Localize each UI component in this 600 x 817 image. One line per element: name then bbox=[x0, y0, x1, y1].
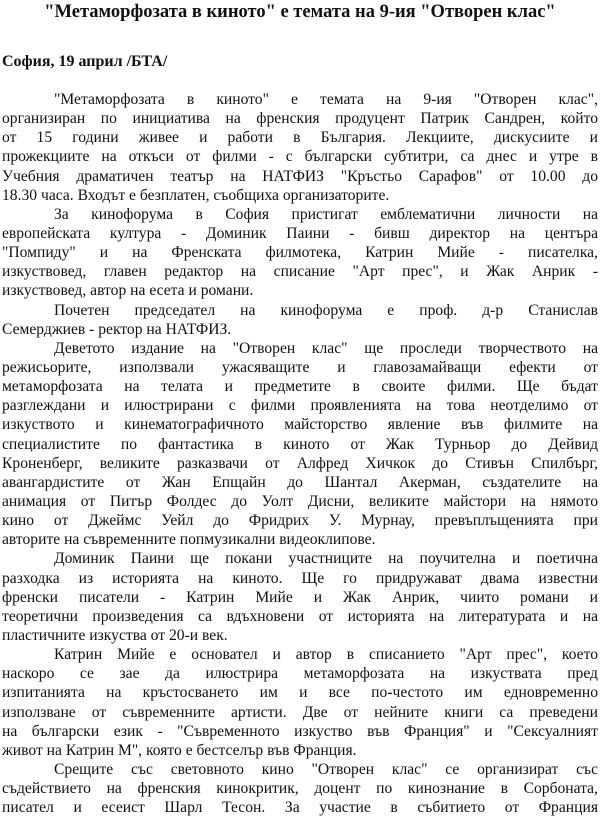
paragraph-line: на български език - "Съвременното изкуство във Франция" и "Сексуалният bbox=[2, 722, 598, 740]
paragraph bbox=[2, 645, 598, 760]
paragraph-line: наскоро се зае да илюстрира метаморфозата на изкуствата пред bbox=[2, 665, 598, 683]
paragraph bbox=[2, 301, 598, 339]
paragraph-line: Кроненберг, великите разказвачи от Алфред Хичкок до Стивън Спилбърг, bbox=[2, 454, 598, 472]
article-body bbox=[2, 90, 598, 817]
dateline: София, 19 април /БТА/ bbox=[2, 53, 168, 70]
paragraph-line: от 15 години живее и работи в България. Лекциите, дискусиите и bbox=[2, 129, 598, 147]
paragraph-line: анимация от Питър Фолдес до Уолт Дисни, великите майстори на нямото bbox=[2, 492, 598, 510]
paragraph-line: живот на Катрин М", която е бестселър във Франция. bbox=[2, 741, 357, 759]
paragraph-line: прожекциите на откъси от филми - с български субтитри, са днес и утре в bbox=[2, 148, 598, 166]
paragraph-line: Доминик Паини ще покани участниците на поучителна и поетична bbox=[54, 550, 598, 568]
paragraph-line: авторите на съвременните попмузикални видеоклипове. bbox=[2, 531, 376, 549]
paragraph-line: европейската култура - Доминик Паини - бивш директор на центъра bbox=[2, 224, 598, 242]
paragraph bbox=[2, 90, 598, 205]
paragraph-line: метаморфозата на телата и предметите в своите филми. Ще бъдат bbox=[2, 378, 598, 396]
paragraph-line: специалистите по фантастика в киното от Жак Турньор до Дейвид bbox=[2, 435, 598, 453]
paragraph-line: Почетен председател на кинофорума е проф. д-р Станислав bbox=[54, 301, 598, 319]
paragraph-line: Катрин Мийе е основател и автор в списанието "Арт прес", което bbox=[54, 646, 598, 664]
paragraph-line: пластичните изкуства от 20-и век. bbox=[2, 626, 228, 644]
paragraph-line: разходка из историята на киното. Ще го придружават двама известни bbox=[2, 569, 598, 587]
paragraph-line: За кинофорума в София пристигат емблематични личности на bbox=[54, 205, 598, 223]
paragraph-line: Учебния драматичен театър на НАТФИЗ "Кръстьо Сарафов" от 10.00 до bbox=[2, 167, 598, 185]
paragraph-line: Семерджиев - ректор на НАТФИЗ. bbox=[2, 320, 232, 338]
paragraph-line: изкуствовед, главен редактор на списание "Арт прес", и Жак Анрик - bbox=[2, 263, 598, 281]
paragraph bbox=[2, 549, 598, 645]
paragraph-line: изпитанията на кръстосването им и все по-честото им едновременно bbox=[2, 684, 598, 702]
paragraph-line: писател и есеист Шарл Тесон. За участие в събитието от Франция bbox=[2, 799, 598, 817]
paragraph-line: организиран по инициатива на френския продуцент Патрик Сандрен, който bbox=[2, 110, 598, 128]
article-title: "Метаморфозата в киното" е темата на 9-ия "Отворен клас" bbox=[44, 2, 556, 22]
paragraph-line: режисьорите, използвали ужасяващите и главозамайващи ефекти от bbox=[2, 358, 598, 376]
paragraph bbox=[2, 339, 598, 550]
paragraph-line: авангардистите от Жан Епщайн до Шантал Акерман, създателите на bbox=[2, 473, 598, 491]
paragraph bbox=[2, 760, 598, 817]
paragraph bbox=[2, 205, 598, 301]
paragraph-line: изкуствовед, автор на есета и романи. bbox=[2, 282, 254, 300]
paragraph-line: използване от съвременните артисти. Две от нейните книги са преведени bbox=[2, 703, 598, 721]
paragraph-line: "Метаморфозата в киното" е темата на 9-ия "Отворен клас", bbox=[54, 91, 598, 108]
paragraph-line: 18.30 часа. Входът е безплатен, съобщиха организаторите. bbox=[2, 186, 390, 204]
paragraph-line: теоретични произведения са вдъхновени от историята на литературата и на bbox=[2, 607, 598, 625]
paragraph-line: кино от Джеймс Уейл до Фридрих У. Мурнау, превъплъщенията при bbox=[2, 512, 598, 530]
paragraph-line: съдействието на френския кинокритик, доцент по кинознание в Сорбоната, bbox=[2, 780, 598, 798]
paragraph-line: Срещите със световното кино "Отворен клас" се организират със bbox=[54, 760, 598, 778]
paragraph-line: разглеждани и илюстрирани с филми проявленията на това неотделимо от bbox=[2, 397, 598, 415]
paragraph-line: изкуството и кинематографичното майсторство явление във филмите на bbox=[2, 416, 598, 434]
paragraph-line: "Помпиду" и на Френската филмотека, Катрин Мийе - писателка, bbox=[2, 244, 598, 262]
paragraph-line: френски писатели - Катрин Мийе и Жак Анрик, чиито романи и bbox=[2, 588, 598, 606]
paragraph-line: Деветото издание на "Отворен клас" ще проследи творчеството на bbox=[54, 339, 598, 357]
